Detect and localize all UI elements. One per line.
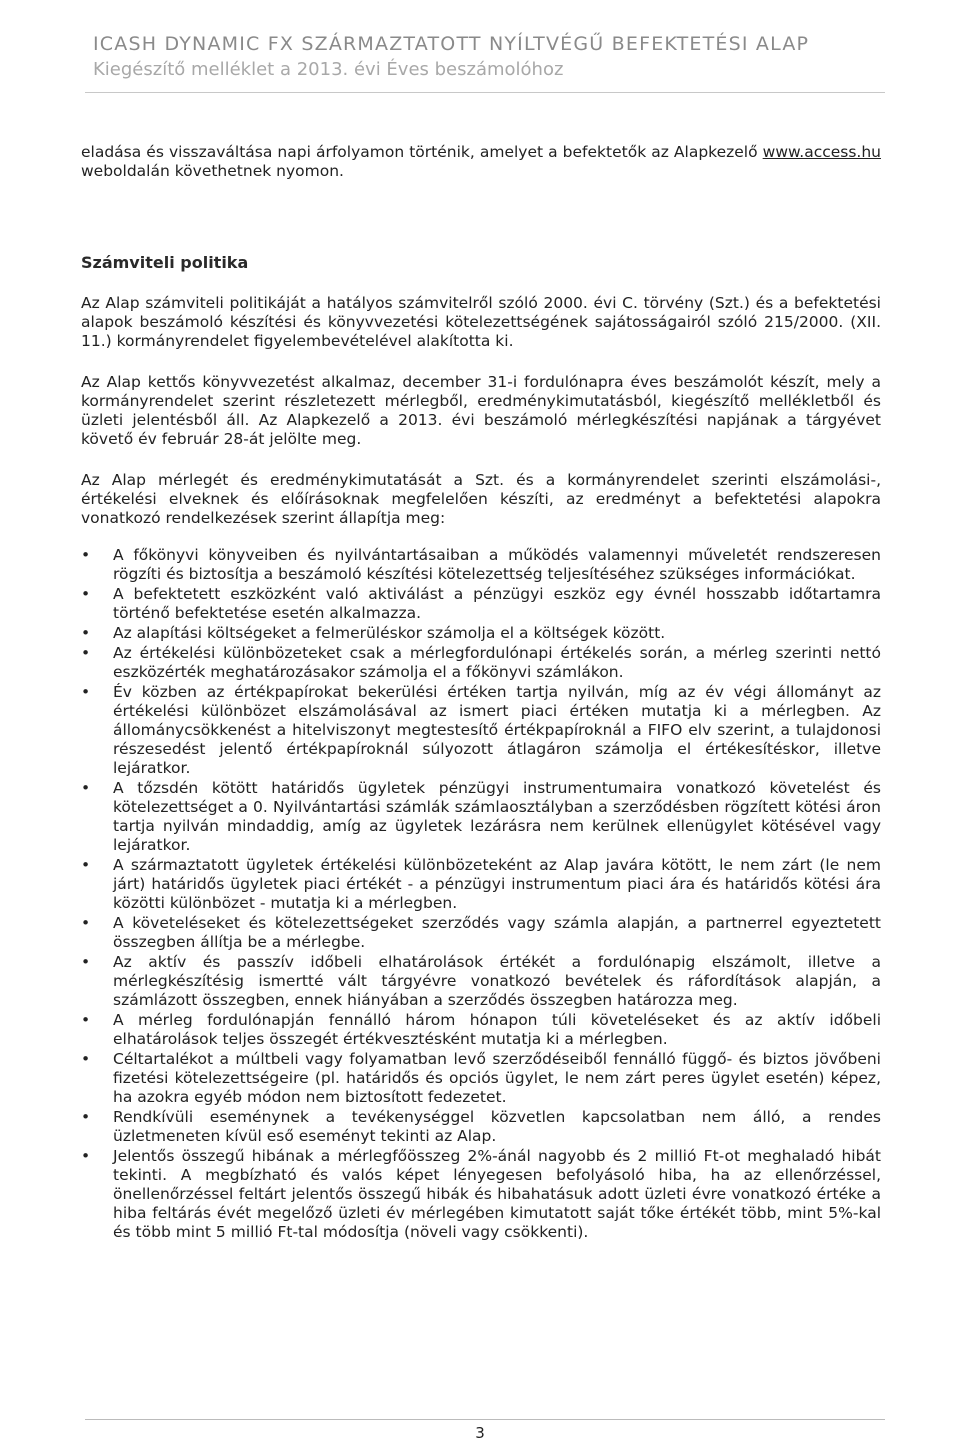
bullet-icon: •	[81, 585, 91, 603]
list-item-text: A követeléseket és kötelezettségeket szerződés vagy számla alapján, a partnerrel egyeztetett összegben állítja be a mérlegbe.	[113, 914, 881, 951]
list-item-text: A tőzsdén kötött határidős ügyletek pénzügyi instrumentumaira vonatkozó követelést és kötelezettséget a 0. Nyilvántartási számlák számlaosztályban a szerződésben rögzített kötési áron tartja nyilván mindaddig, amíg az ügyletek lezárásra nem kerülnek ellenügylet kötésével vagy lejáratkor.	[113, 779, 881, 854]
list-item-text: Jelentős összegű hibának a mérlegfőösszeg 2%-ánál nagyobb és 2 millió Ft-ot meghaladó hibát tekinti. A megbízható és valós képet lényegesen befolyásoló hiba, ha az ellenőrzéssel, önellenőrzéssel feltárt jelentős összegű hibák és hibahatásuk adott üzleti évre vonatkozó értéke a hiba feltárás évét megelőző üzleti év mérlegében kimutatott saját tőke értékét több, mint 5%-kal és több mint 5 millió Ft-tal módosítja (növeli vagy csökkenti).	[113, 1147, 881, 1241]
list-item-text: A származtatott ügyletek értékelési különbözeteként az Alap javára kötött, le nem zárt (le nem járt) határidős ügyletek piaci értékét - a pénzügyi instrumentum piaci ára és határidős kötési ára közötti különbözet - mutatja ki a mérlegben.	[113, 856, 881, 912]
list-item	[81, 1011, 881, 1049]
bullet-icon: •	[81, 914, 91, 932]
list-item	[81, 644, 881, 682]
list-item-text: Az alapítási költségeket a felmerüléskor számolja el a költségek között.	[113, 624, 666, 642]
bullet-icon: •	[81, 624, 91, 642]
bullet-icon: •	[81, 856, 91, 874]
bullet-icon: •	[81, 779, 91, 797]
list-item	[81, 1050, 881, 1107]
bullet-icon: •	[81, 546, 91, 564]
section-title: Számviteli politika	[81, 253, 249, 272]
list-item-text: A befektetett eszközként való aktiválást a pénzügyi eszköz egy évnél hosszabb időtartamra történő befektetése esetén alkalmazza.	[113, 585, 881, 622]
bullet-icon: •	[81, 683, 91, 701]
list-item-text: Az értékelési különbözeteket csak a mérlegfordulónapi értékelés során, a mérleg szerinti nettó eszközérték meghatározásakor számolja el a főkönyvi számlákon.	[113, 644, 881, 681]
list-item-text: Év közben az értékpapírokat bekerülési értéken tartja nyilván, míg az év végi állományt az értékelési különbözet elszámolásával az ismert piaci értéken mutatja ki a mérlegben. Az állománycsökkenést a hitelviszonyt megtestesítő értékpapíroknál a FIFO elv szerint, a tulajdonosi részesedést jelentő értékpapíroknál súlyozott átlagáron számolja el értékesítéskor, illetve lejáratkor.	[113, 683, 881, 777]
paragraph-1: Az Alap számviteli politikáját a hatályos számvitelről szóló 2000. évi C. törvény (Szt.) és a befektetési alapok beszámoló készítési és könyvvezetési kötelezettségének sajátosságairól szóló 215/2000. (XII. 11.) kormányrendelet figyelembevételével alakította ki.	[81, 294, 881, 350]
header-divider	[85, 92, 885, 93]
list-item	[81, 624, 881, 643]
list-item	[81, 1108, 881, 1146]
list-item	[81, 683, 881, 778]
policy-list	[81, 546, 881, 1242]
intro-text-after: weboldalán követhetnek nyomon.	[81, 162, 344, 180]
bullet-icon: •	[81, 953, 91, 971]
bullet-icon: •	[81, 1011, 91, 1029]
intro-paragraph	[81, 143, 881, 181]
page-header	[93, 32, 893, 82]
document-body	[81, 143, 881, 1243]
website-link[interactable]: www.access.hu	[762, 143, 881, 161]
list-item-text: Az aktív és passzív időbeli elhatárolások értékét a fordulónapig elszámolt, illetve a mérlegkészítésig ismertté vált tárgyévre vonatkozó bevételek és ráfordítások alapján, a számlázott összegben, ennek hiányában a szerződés összegben határozza meg.	[113, 953, 881, 1009]
list-item	[81, 856, 881, 913]
list-item	[81, 1147, 881, 1242]
bullet-icon: •	[81, 1108, 91, 1126]
list-item-text: Rendkívüli eseménynek a tevékenységgel közvetlen kapcsolatban nem álló, a rendes üzletmeneten kívül eső eseményt tekinti az Alap.	[113, 1108, 881, 1145]
bullet-icon: •	[81, 644, 91, 662]
list-item	[81, 914, 881, 952]
bullet-icon: •	[81, 1050, 91, 1068]
list-item	[81, 953, 881, 1010]
list-item-text: A főkönyvi könyveiben és nyilvántartásaiban a működés valamennyi műveletét rendszeresen rögzíti és biztosítja a beszámoló készítési kötelezettség teljesítéséhez szükséges információkat.	[113, 546, 881, 583]
list-item-text: Céltartalékot a múltbeli vagy folyamatban levő szerződéseiből fennálló függő- és biztos jövőbeni fizetési kötelezettségeire (pl. határidős és opciós ügylet, le nem zárt peres ügylet esetén) képez, ha azokra egyéb módon nem biztosított fedezetet.	[113, 1050, 881, 1106]
list-item	[81, 546, 881, 584]
paragraph-3: Az Alap mérlegét és eredménykimutatását a Szt. és a kormányrendelet szerinti elszámolási-, értékelési elveknek és előírásoknak megfelelően készíti, az eredményt a befektetési alapokra vonatkozó rendelkezések szerint állapítja meg:	[81, 471, 881, 527]
list-item-text: A mérleg fordulónapján fennálló három hónapon túli követeléseket és az aktív időbeli elhatárolások teljes összegét értékvesztésként mutatja ki a mérlegben.	[113, 1011, 881, 1048]
paragraph-2: Az Alap kettős könyvvezetést alkalmaz, december 31-i fordulónapra éves beszámolót készít, mely a kormányrendelet szerint részletezett mérlegből, eredménykimutatásból, kiegészítő mellékletből és üzleti jelentésből áll. Az Alapkezelő a 2013. évi beszámoló mérlegkészítési napjának a tárgyévet követő év február 28-át jelölte meg.	[81, 373, 881, 448]
header-title: ICASH DYNAMIC FX SZÁRMAZTATOTT NYÍLTVÉGŰ BEFEKTETÉSI ALAP	[93, 33, 810, 55]
intro-text-before: eladása és visszaváltása napi árfolyamon történik, amelyet a befektetők az Alapkezelő	[81, 143, 763, 161]
footer-divider	[85, 1419, 885, 1420]
list-item	[81, 779, 881, 855]
page-number: 3	[475, 1424, 485, 1442]
list-item	[81, 585, 881, 623]
header-subtitle: Kiegészítő melléklet a 2013. évi Éves beszámolóhoz	[93, 59, 564, 80]
bullet-icon: •	[81, 1147, 91, 1165]
